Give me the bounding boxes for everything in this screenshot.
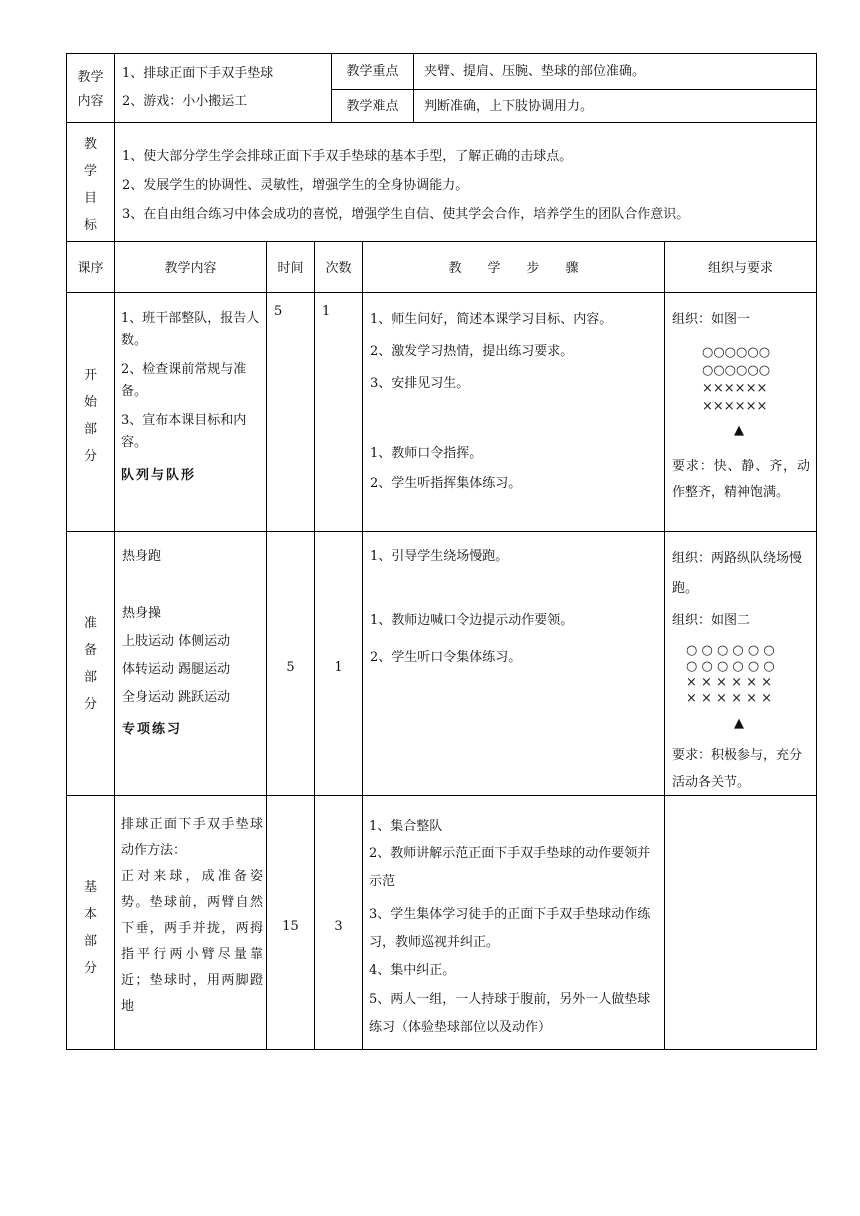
difficulty-label: 教学难点 xyxy=(346,99,399,114)
section-basic-label: 基 本 部 分 xyxy=(83,880,97,976)
teacher-triangle-icon: ▲ xyxy=(734,423,744,438)
goal-item-3: 3、在自由组合练习中体会成功的喜悦，增强学生自信、使其学会合作，培养学生的团队合作意识。 xyxy=(122,207,690,222)
prep-content-line-2: 体转运动 踢腿运动 xyxy=(122,662,231,677)
basic-step-3: 3、学生集体学习徒手的正面下手双手垫球动作练习，教师巡视并纠正。 xyxy=(369,907,651,950)
prep-time: 5 xyxy=(286,660,295,675)
section-prep-label: 准 备 部 分 xyxy=(83,616,97,712)
start-step-2: 2、激发学习热情，提出练习要求。 xyxy=(370,344,574,359)
prep-requirement: 要求：积极参与，充分活动各关节。 xyxy=(672,748,803,790)
start-content-1: 1、班干部整队，报告人数。 xyxy=(121,311,260,348)
prep-step-1: 1、引导学生绕场慢跑。 xyxy=(370,549,509,564)
basic-content: 排球正面下手双手垫球动作方法： 正对来球，成准备姿势。垫球前，两臂自然下垂，两手并拢，两拇指平行两小臂尽量靠近；垫球时，用两脚蹬地 xyxy=(121,817,263,1014)
content-item-2: 2、游戏：小小搬运工 xyxy=(122,94,248,109)
start-step-4: 1、教师口令指挥。 xyxy=(370,446,483,461)
col-org: 组织与要求 xyxy=(707,261,773,276)
teacher-triangle-icon-2: ▲ xyxy=(734,716,744,731)
start-step-1: 1、师生问好，简述本课学习目标、内容。 xyxy=(370,312,613,327)
col-steps: 教 学 步 骤 xyxy=(448,261,579,276)
content-label: 教学 内容 xyxy=(77,70,104,109)
prep-content-bold: 专项练习 xyxy=(122,722,183,737)
start-content-3: 3、宣布本课目标和内容。 xyxy=(121,413,247,450)
start-count: 1 xyxy=(322,304,331,319)
col-lesson: 课序 xyxy=(77,261,104,276)
basic-step-5: 5、两人一组，一人持球于腹前，另外一人做垫球练习（体验垫球部位以及动作） xyxy=(369,992,651,1035)
content-item-1: 1、排球正面下手双手垫球 xyxy=(122,66,274,81)
formation-row-2: ○○○○○○ xyxy=(702,363,771,378)
prep-content-head: 热身跑 xyxy=(122,549,162,564)
start-time: 5 xyxy=(274,304,283,319)
prep-org-label-2: 组织：如图二 xyxy=(672,613,751,628)
formation-row-1: ○○○○○○ xyxy=(702,345,771,360)
prep-step-3: 2、学生听口令集体练习。 xyxy=(370,650,522,665)
basic-count: 3 xyxy=(334,919,343,934)
prep-content-line-3: 全身运动 跳跃运动 xyxy=(122,690,231,705)
start-step-3: 3、安排见习生。 xyxy=(370,376,470,391)
start-content-2: 2、检查课前常规与准备。 xyxy=(121,362,247,399)
prep-content-line-1: 上肢运动 体侧运动 xyxy=(122,634,231,649)
start-content-bold: 队列与队形 xyxy=(121,468,197,483)
focus-text: 夹臂、提肩、压腕、垫球的部位准确。 xyxy=(424,64,646,79)
prep-count: 1 xyxy=(334,660,343,675)
difficulty-text: 判断准确，上下肢协调用力。 xyxy=(424,99,594,114)
goal-item-1: 1、使大部分学生学会排球正面下手双手垫球的基本手型，了解正确的击球点。 xyxy=(122,149,573,164)
start-org-label: 组织：如图一 xyxy=(672,312,751,327)
goal-item-2: 2、发展学生的协调性、灵敏性，增强学生的全身协调能力。 xyxy=(122,178,469,193)
focus-label: 教学重点 xyxy=(346,64,399,79)
basic-step-1: 1、集合整队 xyxy=(369,819,443,834)
formation2-row-3: × × × × × × xyxy=(686,675,773,690)
col-time: 时间 xyxy=(277,261,304,276)
formation2-row-2: ○ ○ ○ ○ ○ ○ xyxy=(686,659,775,674)
prep-content-sub: 热身操 xyxy=(122,606,162,621)
col-count: 次数 xyxy=(325,261,352,276)
formation-row-3: ×××××× xyxy=(702,381,768,396)
formation2-row-4: × × × × × × xyxy=(686,691,773,706)
prep-step-2: 1、教师边喊口令边提示动作要领。 xyxy=(370,613,574,628)
section-start-label: 开 始 部 分 xyxy=(83,368,97,464)
basic-step-2: 2、教师讲解示范正面下手双手垫球的动作要领并示范 xyxy=(369,846,651,889)
basic-time: 15 xyxy=(282,919,299,934)
formation-row-4: ×××××× xyxy=(702,399,768,414)
formation2-row-1: ○ ○ ○ ○ ○ ○ xyxy=(686,643,775,658)
goals-label: 教 学 目 标 xyxy=(83,137,97,233)
basic-step-4: 4、集中纠正。 xyxy=(369,963,456,978)
col-content: 教学内容 xyxy=(164,261,217,276)
start-requirement: 要求：快、静、齐，动作整齐，精神饱满。 xyxy=(672,459,810,500)
prep-org-label-1: 组织：两路纵队绕场慢跑。 xyxy=(672,551,803,596)
start-step-5: 2、学生听指挥集体练习。 xyxy=(370,476,522,491)
